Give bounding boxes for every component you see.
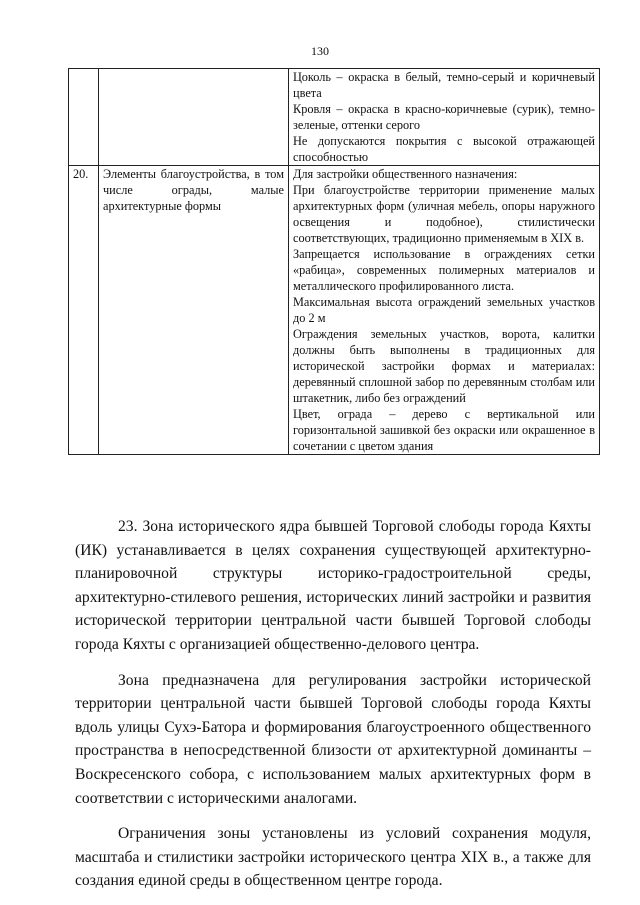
table-row <box>69 166 600 455</box>
requirement-text: Не допускаются покрытия с высокой отражающей способностью <box>293 134 595 164</box>
requirement-text: Запрещается использование в ограждениях сетки «рабица», современных полимерных материалов и металлического профилированного листа. <box>293 247 595 293</box>
requirement-text: Максимальная высота ограждений земельных участков до 2 м <box>293 295 595 325</box>
table-row <box>69 69 600 166</box>
requirements-cell <box>289 166 600 455</box>
paragraph: Ограничения зоны установлены из условий сохранения модуля, масштаба и стилистики застройки исторического центра XIX в., а также для создания единой среды в общественном центре города. <box>75 825 591 890</box>
paragraph: Зона предназначена для регулирования застройки исторической территории центральной части бывшей Торговой слободы города Кяхты вдоль улицы Сухэ-Батора и формирования благоустроенного общественного пространства в непосредственной близости от архитектурной доминанты – Воскресенского собора, с использованием малых архитектурных форм в соответствии с историческими аналогами. <box>75 671 591 807</box>
requirement-text: Цоколь – окраска в белый, темно-серый и коричневый цвета <box>293 70 595 100</box>
body-text <box>75 515 591 893</box>
element-text: Элементы благоустройства, в том числе ограды, малые архитектурные формы <box>103 167 284 213</box>
element-cell <box>99 69 289 166</box>
requirement-text: При благоустройстве территории применение малых архитектурных форм (уличная мебель, опоры наружного освещения и подобное), стилистически соответствующих, традиционно применяемым в XIX в. <box>293 183 595 245</box>
element-cell <box>99 166 289 455</box>
row-number-cell <box>69 69 99 166</box>
requirement-text: Кровля – окраска в красно-коричневые (сурик), темно-зеленые, оттенки серого <box>293 102 595 132</box>
row-number-cell: 20. <box>69 166 99 455</box>
regulations-table <box>68 68 600 455</box>
requirements-cell <box>289 69 600 166</box>
page-number: 130 <box>311 44 329 58</box>
requirement-text: Для застройки общественного назначения: <box>293 167 518 181</box>
paragraph: 23. Зона исторического ядра бывшей Торговой слободы города Кяхты (ИК) устанавливается в целях сохранения существующей архитектурно-планировочной структуры историко-градостроительной среды, архитектурно-стилевого решения, исторических линий застройки и развития исторической территории центральной части бывшей Торговой слободы города Кяхты с организацией общественно-делового центра. <box>75 518 591 653</box>
requirement-text: Цвет, ограда – дерево с вертикальной или горизонтальной зашивкой без окраски или окрашенное в сочетании с цветом здания <box>293 407 595 453</box>
requirement-text: Ограждения земельных участков, ворота, калитки должны быть выполнены в традиционных для исторической застройки формах и материалах: деревянный сплошной забор по деревянным столбам или штакетник, либо без ограждений <box>293 327 595 405</box>
